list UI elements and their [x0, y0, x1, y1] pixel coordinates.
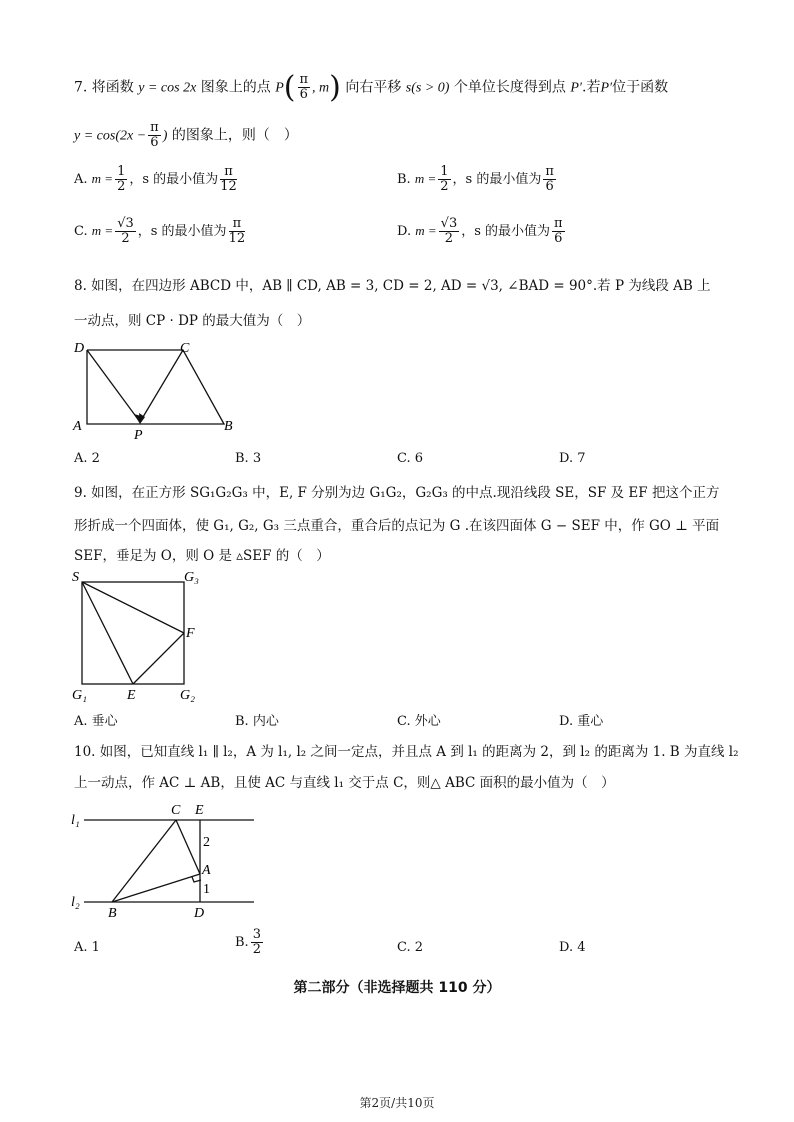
option-mid: ，s 的最小值为 [137, 224, 227, 239]
q7-func2-a: y = cos(2x − [74, 128, 147, 144]
option-m-frac [438, 165, 450, 194]
option-m: m = [91, 223, 114, 238]
q7-question-tail: 的图象上，则（ ） [171, 127, 298, 144]
section-title: 第二部分（非选择题共 110 分） [293, 980, 501, 996]
q10-option-a[interactable]: A. 1 [74, 940, 100, 955]
frac-num: 3 [252, 927, 261, 942]
q9-label-g1: G₁ [72, 688, 87, 702]
q8-segment-dp [87, 350, 140, 422]
q9-line3: SEF，垂足为 O，则 O 是 ▵SEF 的（ ） [74, 548, 330, 564]
frac-num: 1 [440, 164, 449, 179]
frac-den: 2 [252, 942, 261, 957]
q7-option-d[interactable] [397, 217, 567, 246]
option-s-frac [543, 165, 556, 194]
frac-num: √3 [117, 216, 134, 231]
option-label: C. [74, 224, 88, 239]
frac-den: 2 [444, 231, 454, 246]
frac-num: π [220, 165, 237, 180]
q9-option-a[interactable]: A. 垂心 [74, 714, 118, 729]
option-m: m = [91, 171, 114, 186]
option-m: m = [415, 223, 437, 238]
q8-option-a[interactable]: A. 2 [74, 451, 100, 466]
q7-text-f: 位于函数 [612, 79, 669, 96]
q10-label-e: E [195, 803, 204, 818]
frac-num: 1 [117, 164, 126, 179]
option-mid: ，s 的最小值为 [129, 172, 219, 187]
q8-quad-outline [87, 350, 224, 424]
q8-line1: 8. 如图，在四边形 ABCD 中，AB ∥ CD, AB = 3, CD = 2, AD = √3, ∠BAD = 90°.若 P 为线段 AB 上 [74, 278, 711, 294]
q8-label-b: B [224, 419, 233, 434]
q7-text-d: 个单位长度得到点 [453, 79, 566, 96]
q8-line2 [74, 309, 310, 329]
q9-option-d[interactable]: D. 重心 [559, 714, 604, 729]
frac-num: π [554, 216, 563, 231]
q10-option-b[interactable] [235, 928, 265, 957]
option-label: B. [397, 172, 411, 187]
frac-den: 2 [121, 231, 130, 246]
q7-frac [298, 73, 311, 102]
q9-segment-se [82, 582, 133, 684]
q9-label-g2: G₂ [180, 688, 195, 702]
q9-line2: 形折成一个四面体，使 G₁, G₂, G₃ 三点重合，重合后的点记为 G .在该四面体 G − SEF 中，作 GO ⊥ 平面 [74, 518, 720, 534]
q7-text-e: .若 [582, 79, 601, 96]
q10-label-b: B [108, 906, 117, 921]
option-label: A. [74, 172, 88, 187]
frac-den: 2 [117, 179, 126, 194]
q10-label-dist1: 1 [203, 882, 210, 897]
q7-frac2-num: π [150, 120, 159, 135]
q7-text-b: 图象上的点 [200, 79, 271, 96]
option-label: B. [235, 935, 249, 950]
option-m-frac [115, 217, 136, 246]
q10-label-d: D [194, 906, 205, 921]
q7-option-c[interactable] [74, 217, 247, 246]
option-mid: ，s 的最小值为 [461, 224, 551, 239]
q10-figure [68, 798, 262, 922]
frac-den: 6 [545, 179, 554, 194]
q10-label-l1: l₁ [71, 813, 80, 828]
q7-pprime: P′ [570, 80, 582, 96]
q7-frac-den: 6 [299, 87, 308, 102]
q8-option-b[interactable]: B. 3 [235, 451, 262, 466]
frac-den: 6 [554, 231, 563, 246]
q9-figure [68, 568, 208, 702]
q7-text-c: 向右平移 [345, 79, 402, 96]
q10-segment-ca [176, 820, 200, 874]
q10-segment-cb [112, 820, 176, 902]
q10-line1: 10. 如图，已知直线 l₁ ∥ l₂，A 为 l₁, l₂ 之间一定点，并且点 A 到 l₁ 的距离为 2，到 l₂ 的距离为 1. B 为直线 l₂ [74, 744, 739, 760]
q9-option-c[interactable]: C. 外心 [397, 714, 441, 729]
frac-num: π [229, 217, 246, 232]
q10-option-c[interactable]: C. 2 [397, 940, 424, 955]
option-m-frac [439, 217, 460, 246]
q7-func2-b: ) [162, 128, 168, 144]
q10-segment-ba [112, 874, 200, 902]
q8-label-a: A [73, 419, 82, 434]
q7-option-a[interactable] [74, 165, 239, 194]
option-s-frac [229, 217, 246, 246]
option-m: m = [414, 171, 437, 186]
q10-line2: 上一动点，作 AC ⊥ AB，且使 AC 与直线 l₁ 交于点 C，则△ ABC 面积的最小值为（ ） [74, 775, 615, 791]
q10-label-dist2: 2 [203, 835, 210, 850]
q9-segment-ef [133, 633, 184, 684]
q7-shift: s(s > 0) [405, 80, 450, 96]
option-s-frac [220, 165, 237, 194]
q7-point-m: , m [312, 80, 330, 96]
q10-label-a: A [202, 863, 211, 878]
q10-label-l2: l₂ [71, 895, 80, 910]
option-mid: ，s 的最小值为 [452, 172, 542, 187]
frac-den: 12 [228, 231, 246, 246]
q7-line2 [74, 121, 298, 150]
q7-func1: y = cos 2x [138, 80, 197, 96]
q9-segment-sf [82, 582, 184, 633]
q7-frac2 [148, 121, 161, 150]
q8-label-d: D [74, 341, 85, 356]
q8-label-c: C [180, 341, 190, 356]
q10-label-c: C [171, 803, 181, 818]
q9-option-b[interactable]: B. 内心 [235, 714, 279, 729]
q8-option-d[interactable]: D. 7 [559, 451, 586, 466]
q8-segment-cp [140, 350, 183, 422]
q8-figure [68, 338, 244, 442]
option-m-frac [115, 165, 127, 194]
frac-num: π [545, 164, 554, 179]
q10-option-d[interactable]: D. 4 [559, 940, 586, 955]
q7-pprime2: P′ [600, 80, 613, 96]
q7-line1: 7. 将函数 y = cos 2x 图象上的点 P( $\frac{\pi}{6}$ , m) 向右平移 s(s > 0) 个单位长度得到点 P′.若P′位于函数 [74, 70, 669, 105]
q7-frac-num: π [299, 72, 309, 87]
page-footer: 第2页/共10页 [359, 1096, 435, 1110]
q8-option-c[interactable]: C. 6 [397, 451, 424, 466]
q7-option-b[interactable] [397, 165, 558, 194]
q7-text-a: 7. 将函数 [74, 79, 134, 96]
q10-option-b-frac [251, 928, 263, 957]
q9-label-e: E [127, 688, 136, 702]
q9-square [82, 582, 184, 684]
q7-frac2-den: 6 [150, 135, 159, 150]
q8-label-p: P [134, 428, 143, 442]
frac-den: 2 [440, 179, 449, 194]
option-s-frac [552, 217, 565, 246]
q8-line2-text: 一动点，则 CP · DP 的最大值为（ ） [74, 313, 311, 329]
q9-label-s: S [72, 570, 79, 585]
q9-label-f: F [186, 626, 195, 641]
frac-den: 12 [220, 179, 237, 194]
q9-line1: 9. 如图，在正方形 SG₁G₂G₃ 中，E, F 分别为边 G₁G₂，G₂G₃ 的中点.现沿线段 SE，SF 及 EF 把这个正方 [74, 485, 720, 501]
option-label: D. [397, 224, 412, 239]
frac-num: √3 [440, 216, 458, 231]
q9-label-g3: G₃ [184, 570, 199, 585]
q7-point-p: P [275, 80, 284, 96]
